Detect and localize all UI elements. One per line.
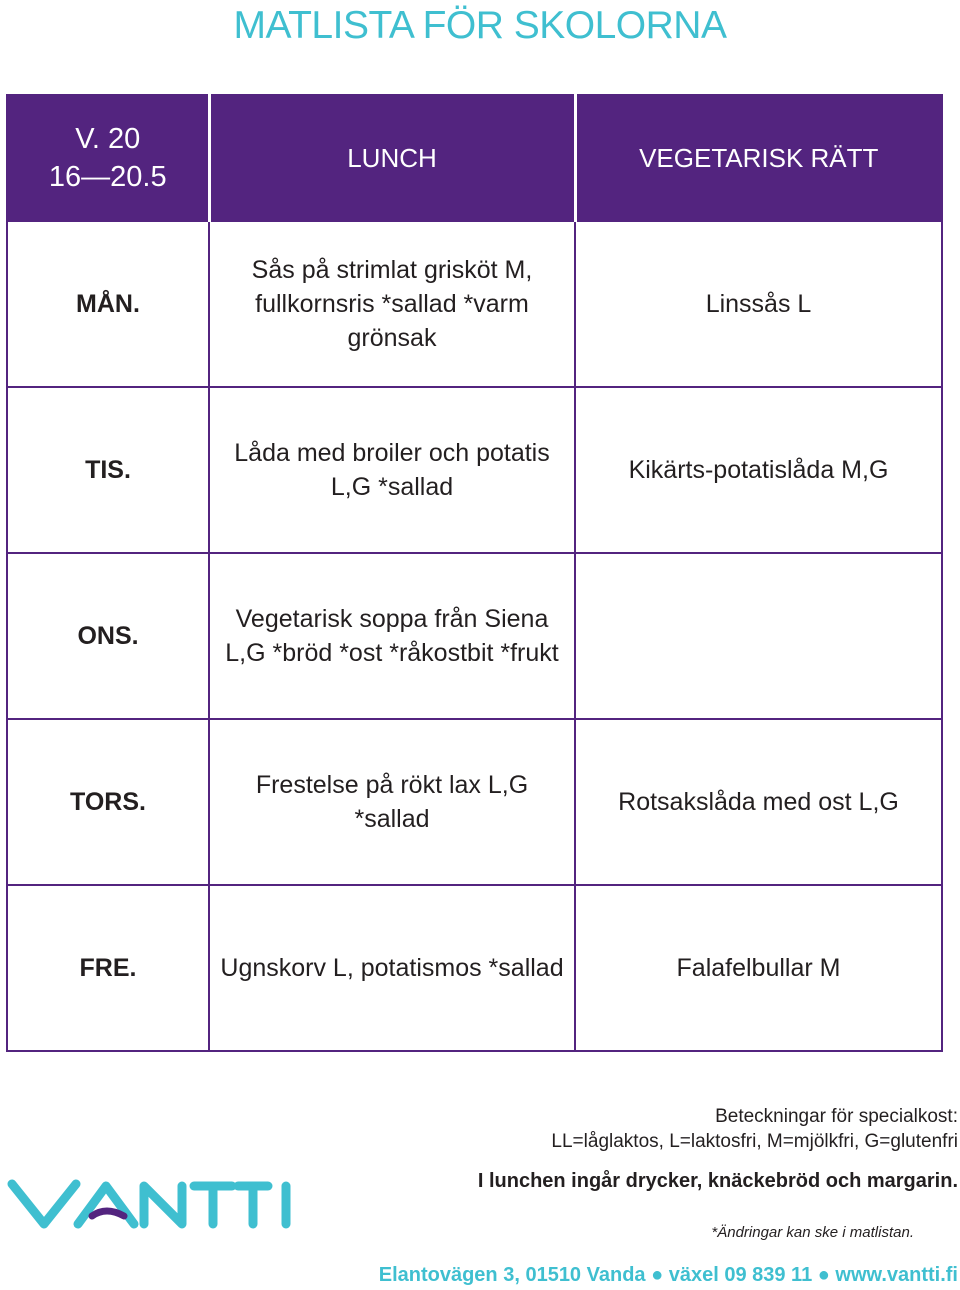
lunch-cell: Frestelse på rökt lax L,G *sallad <box>209 719 575 885</box>
week-number: V. 20 <box>75 123 141 155</box>
table-row <box>7 885 942 1051</box>
lunch-header: LUNCH <box>209 95 575 221</box>
vegetarian-cell: Linssås L <box>575 221 942 387</box>
special-diet-legend <box>551 1104 958 1154</box>
table-row <box>7 221 942 387</box>
lunch-cell: Sås på strimlat grisköt M, fullkornsris *sallad *varm grönsak <box>209 221 575 387</box>
table-row <box>7 553 942 719</box>
week-dates: 16—20.5 <box>48 161 167 193</box>
lunch-cell: Vegetarisk soppa från Siena L,G *bröd *ost *råkostbit *frukt <box>209 553 575 719</box>
legend-codes: LL=låglaktos, L=laktosfri, M=mjölkfri, G=glutenfri <box>551 1131 958 1152</box>
vegetarian-cell: Kikärts-potatislåda M,G <box>575 387 942 553</box>
changes-note: *Ändringar kan ske i matlistan. <box>711 1224 914 1241</box>
lunch-cell: Ugnskorv L, potatismos *sallad <box>209 885 575 1051</box>
day-label: FRE. <box>7 885 209 1051</box>
lunch-note: I lunchen ingår drycker, knäckebröd och margarin. <box>477 1170 958 1192</box>
lunch-cell: Låda med broiler och potatis L,G *sallad <box>209 387 575 553</box>
vegetarian-cell: Falafelbullar M <box>575 885 942 1051</box>
table-row <box>7 387 942 553</box>
table-row <box>7 719 942 885</box>
header-row <box>7 95 942 221</box>
vantti-logo <box>6 1176 296 1239</box>
legend-heading: Beteckningar för specialkost: <box>715 1106 958 1127</box>
menu-table <box>6 94 943 1052</box>
vegetarian-cell <box>575 553 942 719</box>
vantti-logo-icon <box>6 1176 296 1234</box>
footer-contact: Elantovägen 3, 01510 Vanda ● växel 09 839 11 ● www.vantti.fi <box>378 1264 958 1286</box>
page-title: MATLISTA FÖR SKOLORNA <box>233 4 727 47</box>
day-label: TORS. <box>7 719 209 885</box>
day-label: ONS. <box>7 553 209 719</box>
vegetarian-cell: Rotsakslåda med ost L,G <box>575 719 942 885</box>
day-label: MÅN. <box>7 221 209 387</box>
vegetarian-header: VEGETARISK RÄTT <box>575 95 942 221</box>
day-label: TIS. <box>7 387 209 553</box>
week-header <box>7 95 209 221</box>
